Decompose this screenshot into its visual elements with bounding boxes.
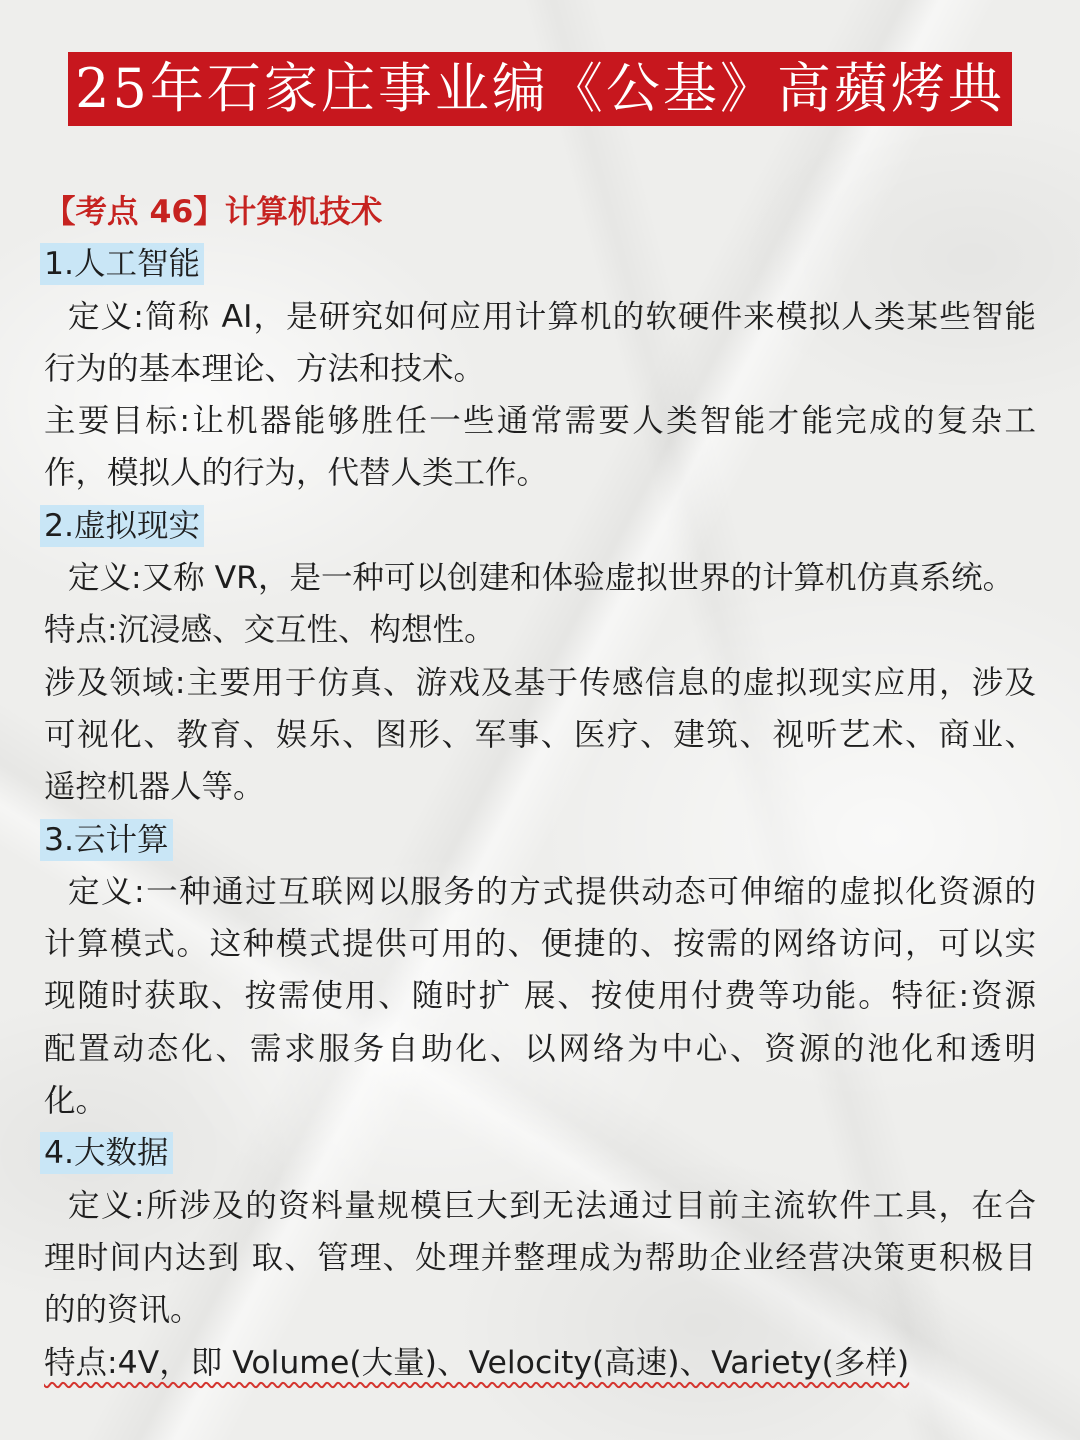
note-content [40,186,1040,1426]
cloud-definition-line-1: 定义:一种通过互联网以服务的方式提供动态可伸缩的虚拟化资源的 [68,873,1036,910]
vr-fields-line-2: 可视化、教育、娱乐、图形、军事、医疗、建筑、视听艺术、商业、 [44,716,1036,753]
cloud-definition-line-5: 化。 [44,1083,108,1120]
cloud-definition-paragraph [40,866,1040,1127]
ai-definition-paragraph [40,291,1040,396]
cloud-definition-line-2: 计算模式。这种模式提供可用的、便捷的、按需的网络访问，可以实 [44,926,1036,963]
section-heading-cloud: 3.云计算 [40,819,173,861]
ai-goal-line-1: 主要目标:让机器能够胜任一些通常需要人类智能才能完成的复杂工 [44,403,1036,440]
ai-definition-line-2: 行为的基本理论、方法和技术。 [44,350,486,387]
section-heading-ai: 1.人工智能 [40,243,204,285]
section-heading-big-data: 4.大数据 [40,1132,173,1174]
wavy-underlined-text: 特点:4V，即 Volume(大量)、Velocity(高速)、Variety(多样) [44,1344,910,1381]
title-banner [68,52,1012,126]
vr-features-line-1: 特点:沉浸感、交互性、构想性。 [44,612,496,649]
bigdata-definition-paragraph [40,1180,1040,1337]
section-cloud-computing [40,814,1040,1128]
section-heading-vr: 2.虚拟现实 [40,505,204,547]
section-virtual-reality [40,500,1040,814]
vr-definition-paragraph [40,552,1040,604]
section-artificial-intelligence [40,238,1040,499]
vr-features-paragraph [40,604,1040,656]
bigdata-definition-line-2: 理时间内达到 取、管理、处理并整理成为帮助企业经营决策更积极目 [44,1239,1036,1276]
section-heading-row [40,814,1040,866]
vr-fields-line-3: 遥控机器人等。 [44,769,265,806]
section-heading-row [40,500,1040,552]
bigdata-definition-line-3: 的的资讯。 [44,1292,202,1329]
vr-definition-line-1: 定义:又称 VR，是一种可以创建和体验虚拟世界的计算机仿真系统。 [68,560,1015,597]
section-big-data [40,1127,1040,1388]
bigdata-features-line [40,1337,1040,1389]
bigdata-definition-line-1: 定义:所涉及的资料量规模巨大到无法通过目前主流软件工具，在合 [68,1187,1036,1224]
ai-goal-paragraph [40,395,1040,500]
vr-fields-paragraph [40,657,1040,814]
section-heading-row [40,238,1040,290]
page-title: 25年石家庄事业编《公基》高蘋烤典 [75,57,1005,120]
section-heading-row [40,1127,1040,1179]
cloud-definition-line-4: 配置动态化、需求服务自助化、以网络为中心、资源的池化和透明 [44,1030,1036,1067]
topic-heading: 【考点 46】计算机技术 [44,194,383,230]
ai-definition-line-1: 定义:简称 AI，是研究如何应用计算机的软硬件来模拟人类某些智能 [68,298,1036,335]
cloud-definition-line-3: 现随时获取、按需使用、随时扩 展、按使用付费等功能。特征:资源 [44,978,1036,1015]
ai-goal-line-2: 作，模拟人的行为，代替人类工作。 [44,455,549,492]
bigdata-features-paragraph [40,1337,1040,1389]
vr-fields-line-1: 涉及领域:主要用于仿真、游戏及基于传感信息的虚拟现实应用，涉及 [44,664,1036,701]
